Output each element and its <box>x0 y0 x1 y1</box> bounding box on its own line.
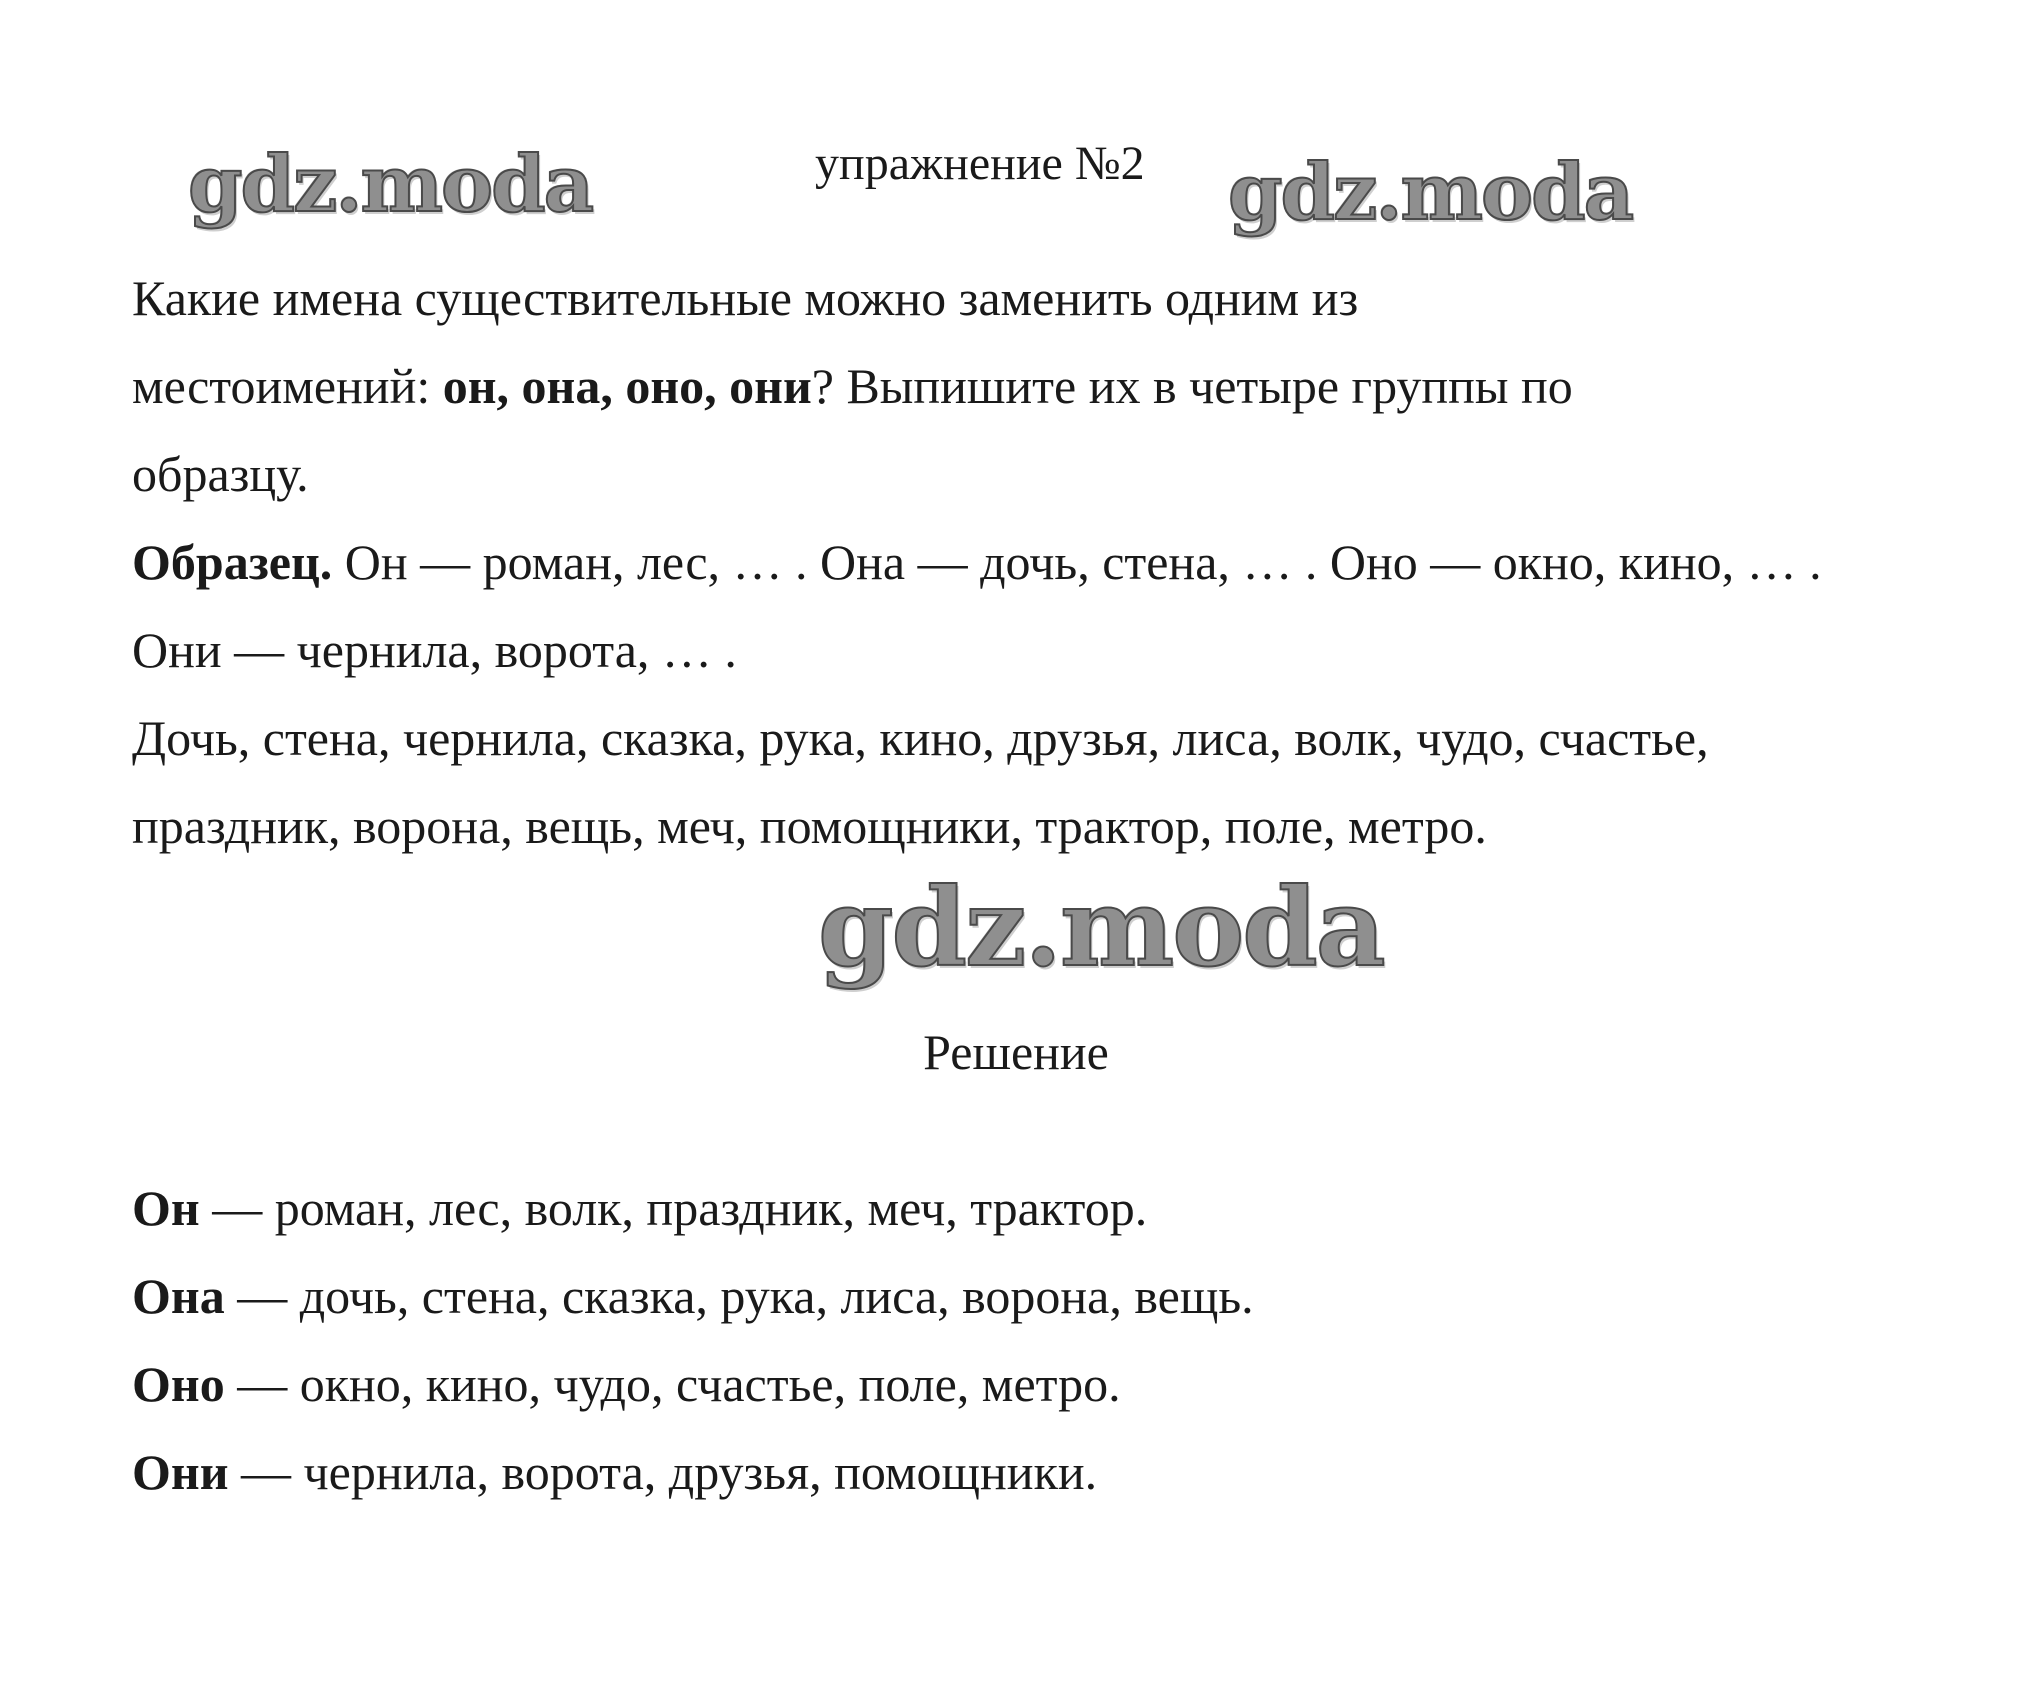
exercise-title: упражнение №2 <box>815 137 1145 190</box>
sample-paragraph <box>132 518 1912 694</box>
task-line: образцу. <box>132 446 309 502</box>
watermark-logo: gdz.moda <box>818 865 1384 991</box>
answer-row <box>132 1164 1912 1252</box>
answer-pronoun: Она <box>132 1268 225 1324</box>
solution-heading: Решение <box>923 1024 1109 1080</box>
watermark-logo: gdz.moda <box>188 139 593 230</box>
answer-row <box>132 1340 1912 1428</box>
answer-pronoun: Оно <box>132 1356 225 1412</box>
solution-answers <box>132 1164 1912 1516</box>
task-line: Какие имена существительные можно заменить одним из <box>132 270 1359 326</box>
task-line <box>132 342 1912 430</box>
answer-pronoun: Он <box>132 1180 200 1236</box>
sample-text: Он — роман, лес, … . Она — дочь, стена, … . Оно — окно, кино, … . Они — чернила, ворота, … . <box>132 534 1822 678</box>
answer-text: — чернила, ворота, друзья, помощники. <box>228 1444 1098 1500</box>
answer-row <box>132 1428 1912 1516</box>
answer-text: — роман, лес, волк, праздник, меч, трактор. <box>199 1180 1148 1236</box>
pronouns-list: он, она, оно, они <box>442 358 812 414</box>
word-list: Дочь, стена, чернила, сказка, рука, кино, друзья, лиса, волк, чудо, счастье, праздник, ворона, вещь, меч, помощники, трактор, поле, метро. <box>132 710 1709 854</box>
task-text-fragment: ? Выпишите их в четыре группы по <box>811 358 1573 414</box>
watermark-logo: gdz.moda <box>1228 147 1633 238</box>
answer-row <box>132 1252 1912 1340</box>
task-text-fragment: местоимений: <box>132 358 443 414</box>
task-text <box>132 254 1912 870</box>
sample-label: Образец. <box>132 534 333 590</box>
answer-text: — дочь, стена, сказка, рука, лиса, ворона, вещь. <box>224 1268 1254 1324</box>
answer-pronoun: Они <box>132 1444 229 1500</box>
answer-text: — окно, кино, чудо, счастье, поле, метро. <box>224 1356 1121 1412</box>
